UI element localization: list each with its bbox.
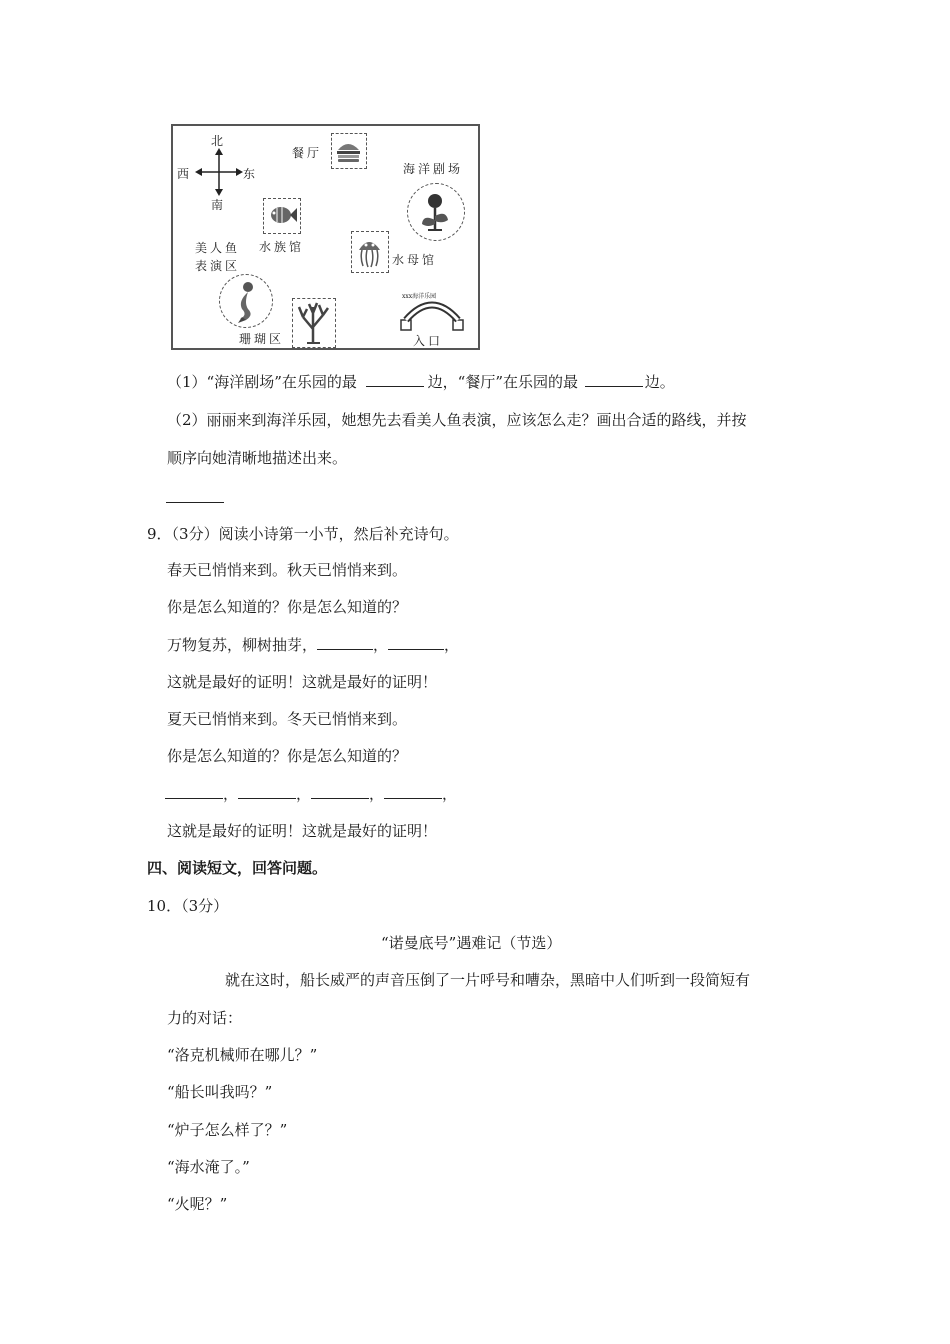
q8-part1-text-a: （1）“海洋剧场”在乐园的最 [167, 373, 357, 391]
fish-icon [264, 199, 299, 232]
entrance-label: 入口 [413, 334, 444, 348]
q8-part1 [167, 372, 675, 392]
ocean-theater-label: 海洋剧场 [403, 162, 464, 176]
aquarium-label: 水族馆 [259, 240, 305, 254]
compass-north-label: 北 [211, 134, 227, 148]
answer-blank[interactable] [384, 784, 442, 799]
ocean-theater-circle [407, 183, 465, 241]
q8-part1-text-c: 边。 [644, 373, 675, 391]
poem-line: 你是怎么知道的？你是怎么知道的？ [167, 598, 408, 616]
plant-icon [408, 184, 463, 239]
mermaid-icon [220, 275, 271, 326]
poem-line: 这就是最好的证明！这就是最好的证明！ [167, 673, 438, 691]
poem-line-with-blanks [167, 635, 459, 655]
comma: ， [373, 636, 389, 654]
passage-line: 就在这时，船长威严的声音压倒了一片呼号和嘈杂，黑暗中人们听到一段简短有 [225, 971, 751, 989]
mermaid-label-line1: 美人鱼 [195, 241, 241, 255]
poem-line: 这就是最好的证明！这就是最好的证明！ [167, 822, 438, 840]
compass-west-label: 西 [177, 167, 193, 181]
answer-blank[interactable] [311, 784, 369, 799]
dialogue-line: “船长叫我吗？” [167, 1083, 273, 1101]
poem-line: 你是怎么知道的？你是怎么知道的？ [167, 747, 408, 765]
poem-text: 万物复苏，柳树抽芽， [167, 636, 318, 654]
answer-blank[interactable] [317, 635, 373, 650]
answer-blank[interactable] [366, 372, 424, 387]
poem-line: 夏天已悄悄来到。冬天已悄悄来到。 [167, 710, 408, 728]
comma: ， [444, 636, 460, 654]
compass-icon [195, 148, 243, 196]
answer-blank[interactable] [585, 372, 643, 387]
compass-east-label: 东 [243, 167, 259, 181]
section-heading: 四、阅读短文，回答问题。 [147, 859, 328, 877]
answer-blank[interactable] [166, 502, 224, 503]
q8-part1-text-b: 边，“餐厅”在乐园的最 [427, 373, 579, 391]
comma: ， [442, 785, 458, 803]
q9-heading: 9．（3分）阅读小诗第一小节，然后补充诗句。 [147, 525, 459, 543]
jellyfish-box [351, 231, 389, 273]
comma: ， [369, 785, 385, 803]
mermaid-circle [219, 274, 273, 328]
answer-blank[interactable] [165, 784, 223, 799]
aquarium-box [263, 198, 301, 234]
comma: ， [223, 785, 239, 803]
q8-part2-line2: 顺序向她清晰地描述出来。 [167, 449, 348, 467]
restaurant-label: 餐厅 [292, 146, 323, 160]
compass-south-label: 南 [211, 198, 227, 212]
restaurant-box [331, 133, 367, 169]
dialogue-line: “海水淹了。” [167, 1158, 250, 1176]
answer-blank[interactable] [238, 784, 296, 799]
passage-line: 力的对话： [167, 1009, 243, 1027]
answer-blank[interactable] [388, 635, 444, 650]
coral-box [292, 298, 336, 348]
q8-part2-line1: （2）丽丽来到海洋乐园，她想先去看美人鱼表演，应该怎么走？画出合适的路线，并按 [167, 411, 747, 429]
jellyfish-hall-label: 水母馆 [392, 253, 438, 267]
mermaid-label-line2: 表演区 [195, 259, 241, 273]
gate-sign-label: xxx海洋乐园 [402, 293, 437, 300]
dialogue-line: “炉子怎么样了？” [167, 1121, 288, 1139]
burger-icon [332, 134, 365, 167]
q10-heading: 10．（3分） [147, 897, 229, 915]
gate-arch-icon [399, 298, 465, 332]
ocean-park-map [171, 124, 480, 350]
dialogue-line: “洛克机械师在哪儿？” [167, 1046, 318, 1064]
jellyfish-icon [352, 232, 387, 271]
passage-title: “诺曼底号”遇难记（节选） [381, 934, 562, 952]
dialogue-line: “火呢？” [167, 1195, 228, 1213]
poem-line: 春天已悄悄来到。秋天已悄悄来到。 [167, 561, 408, 579]
coral-icon [293, 299, 334, 346]
comma: ， [296, 785, 312, 803]
poem-line-blanks [165, 784, 457, 804]
coral-area-label: 珊瑚区 [239, 332, 285, 346]
